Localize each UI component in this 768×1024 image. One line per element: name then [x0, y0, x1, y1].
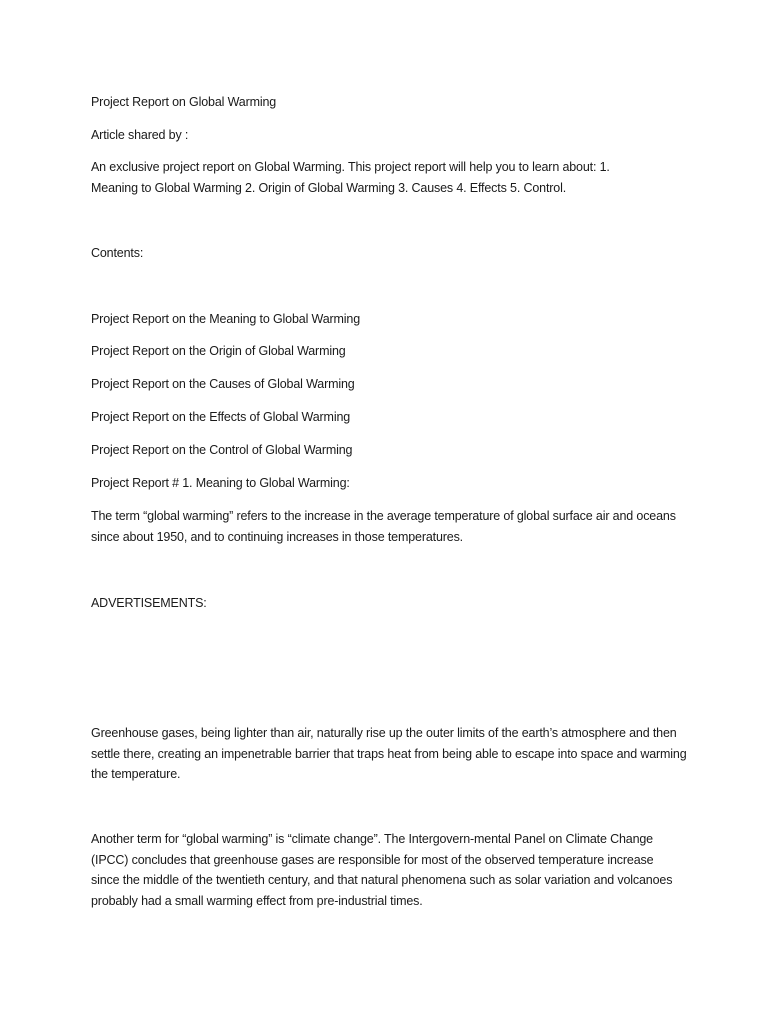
definition-paragraph: The term “global warming” refers to the increase in the average temperature of global surface air and oceans since about 1950, and to continuing increases in those temperatures. — [91, 509, 676, 544]
contents-heading: Contents: — [91, 246, 144, 260]
contents-item-origin: Project Report on the Origin of Global Warming — [91, 344, 346, 358]
contents-item-control: Project Report on the Control of Global Warming — [91, 443, 353, 457]
another-term-paragraph: Another term for “global warming” is “climate change”. The Intergovern-mental Panel on Climate Change (IPCC) concludes that greenhouse gases are responsible for most of the observed temperature increase since the middle of the twentieth century, and that natural phenomena such as solar variation and volcanoes probably had a small warming effect from pre-industrial times. — [91, 832, 673, 908]
greenhouse-paragraph: Greenhouse gases, being lighter than air, naturally rise up the outer limits of the earth’s atmosphere and then settle there, creating an impenetrable barrier that traps heat from being able to escape into space and warming the temperature. — [91, 726, 687, 781]
shared-by-line: Article shared by : — [91, 128, 189, 142]
section-heading: Project Report # 1. Meaning to Global Warming: — [91, 476, 350, 490]
contents-item-causes: Project Report on the Causes of Global Warming — [91, 377, 355, 391]
contents-item-meaning: Project Report on the Meaning to Global Warming — [91, 312, 361, 326]
advertisements-label: ADVERTISEMENTS: — [91, 596, 207, 610]
document-title: Project Report on Global Warming — [91, 95, 277, 109]
intro-paragraph: An exclusive project report on Global Warming. This project report will help you to learn about: 1. Meaning to Global Warming 2. Origin of Global Warming 3. Causes 4. Effects 5. Control. — [91, 160, 610, 195]
contents-item-effects: Project Report on the Effects of Global Warming — [91, 410, 351, 424]
